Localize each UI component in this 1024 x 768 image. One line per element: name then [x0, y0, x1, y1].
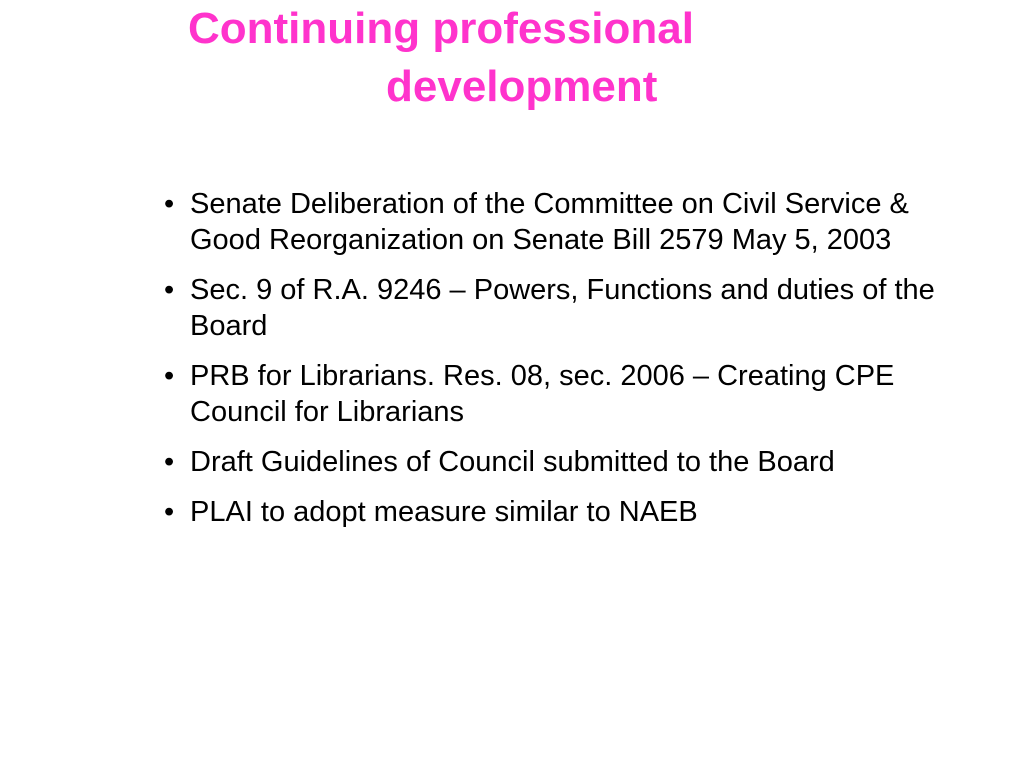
bullet-dot-icon: • — [164, 446, 175, 478]
bullet-text: Sec. 9 of R.A. 9246 – Powers, Functions and duties of the Board — [190, 274, 935, 342]
bullet-text: Draft Guidelines of Council submitted to the Board — [190, 446, 835, 478]
bullet-dot-icon: • — [164, 360, 175, 392]
slide-title-line-2: development — [386, 62, 658, 111]
bullet-dot-icon: • — [164, 188, 175, 220]
bullet-dot-icon: • — [164, 274, 175, 306]
bullet-item-draft-guidelines — [160, 444, 980, 480]
bullet-text: Senate Deliberation of the Committee on Civil Service & Good Reorganization on Senate Bill 2579 May 5, 2003 — [190, 188, 909, 256]
slide-title — [180, 0, 880, 116]
slide-title-line-1: Continuing professional — [188, 4, 694, 53]
bullet-item-senate-deliberation — [160, 186, 980, 258]
bullet-list — [160, 186, 980, 544]
bullet-text: PRB for Librarians. Res. 08, sec. 2006 – Creating CPE Council for Librarians — [190, 360, 895, 428]
bullet-item-plai — [160, 494, 980, 530]
bullet-item-prb-res — [160, 358, 980, 430]
bullet-text: PLAI to adopt measure similar to NAEB — [190, 496, 698, 528]
bullet-dot-icon: • — [164, 496, 175, 528]
bullet-item-sec-9 — [160, 272, 980, 344]
